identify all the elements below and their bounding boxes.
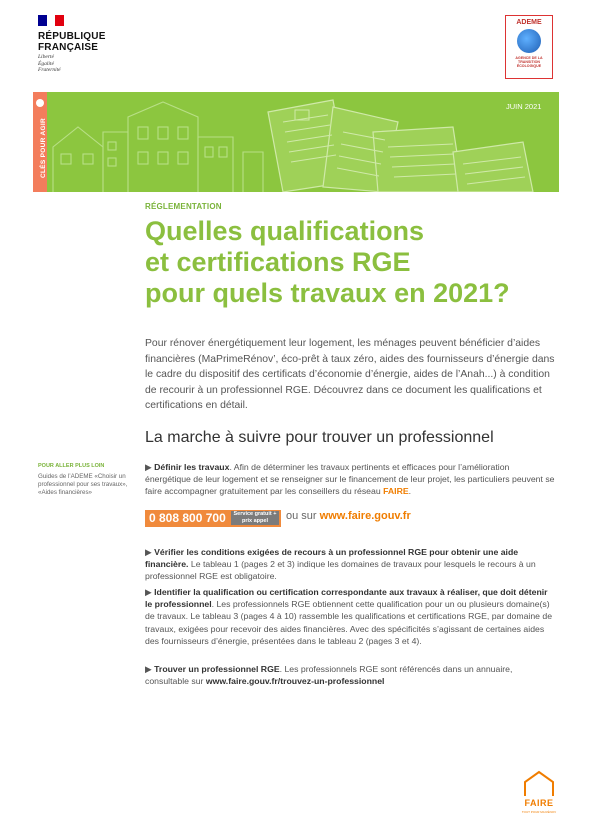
faire-logo: FAIRE — [524, 798, 554, 808]
section-title: La marche à suivre pour trouver un professionnel — [145, 429, 494, 446]
step-find-professional: ▶ Trouver un professionnel RGE. Les professionnels RGE sont référencés dans un annuaire, consultable sur www.faire.gouv.fr/trouvez-un-professionnel — [145, 664, 513, 687]
page-title: Quelles qualifications et certifications RGE pour quels travaux en 2021? — [145, 216, 510, 308]
aside-title: POUR ALLER PLUS LOIN — [38, 463, 105, 469]
phone-number[interactable]: 0 808 800 700 — [149, 511, 226, 525]
ademe-logo: ADEME AGENCE DE LA TRANSITION ÉCOLOGIQUE — [505, 15, 553, 79]
sketch-houses-documents-icon — [33, 92, 559, 192]
step-define-works: ▶ Définir les travaux. Afin de déterminer les travaux pertinents et efficaces pour l’amélioration énergétique de leur logement et se renseigner sur le financement de leur projet, les particuliers peuvent se faire accompagner gratuitement par les conseillers du réseau FAIRE. — [145, 462, 555, 497]
free-service-badge: Service gratuit + prix appel — [231, 511, 279, 525]
marianne-flag-icon — [38, 15, 64, 26]
republique-francaise-logo: RÉPUBLIQUE FRANÇAISE — [38, 31, 106, 53]
side-tab-label: CLÉS POUR AGIR — [40, 118, 47, 178]
arrow-icon: ▶ — [145, 664, 155, 674]
directory-link[interactable]: www.faire.gouv.fr/trouvez-un-professionnel — [205, 676, 385, 687]
arrow-icon: ▶ — [145, 547, 155, 557]
step-check-conditions: ▶ Vérifier les conditions exigées de recours à un professionnel RGE pour obtenir une aide financière. Le tableau 1 (pages 2 et 3) indique les domaines de travaux pour lesquels le recours à un professionnel RGE est obligatoire. — [145, 547, 536, 582]
phone-number-box[interactable] — [145, 510, 281, 527]
faire-tagline: TOUT POUR MA RÉNOV — [521, 810, 557, 814]
faire-house-icon — [522, 770, 556, 798]
category-label: RÉGLEMENTATION — [145, 202, 222, 211]
leaf-icon — [36, 99, 44, 107]
step-identify-qualification: ▶ Identifier la qualification ou certification correspondante aux travaux à réaliser, que doit détenir le professionnel. Les professionnels RGE obtiennent cette qualification pour un ou plusieurs domaine(s) de travaux. Le tableau 3 (pages 4 à 10) rassemble les qualifications et certifications RGE, par domaine de travaux, exigées pour recevoir des aides financières. Avec des spécificités s’agissant de certaines aides des fournisseurs d’énergie, présentées dans le tableau 2 (pages 3 et 4). — [145, 587, 553, 646]
banner-illustration — [33, 92, 559, 192]
arrow-icon: ▶ — [145, 587, 155, 597]
arrow-icon: ▶ — [145, 462, 155, 472]
aside-body: Guides de l’ADEME «Choisir un professionnel pour ses travaux», «Aides financières» — [38, 473, 128, 497]
intro-paragraph: Pour rénover énergétiquement leur logement, les ménages peuvent bénéficier d’aides financières (MaPrimeRénov’, éco-prêt à taux zéro, aides des fournisseurs d’énergie dans le cadre du dispositif des certificats d’économie d’énergie, aides de l’Anah...) à condition de recourir à un professionnel RGE. Découvrez dans ce document les qualifications et certifications en détail. — [145, 338, 555, 411]
globe-icon — [517, 29, 541, 53]
republique-motto: Liberté Égalité Fraternité — [38, 54, 61, 73]
publication-date: JUIN 2021 — [506, 102, 542, 111]
faire-website-link[interactable]: ou sur www.faire.gouv.fr — [286, 510, 411, 522]
